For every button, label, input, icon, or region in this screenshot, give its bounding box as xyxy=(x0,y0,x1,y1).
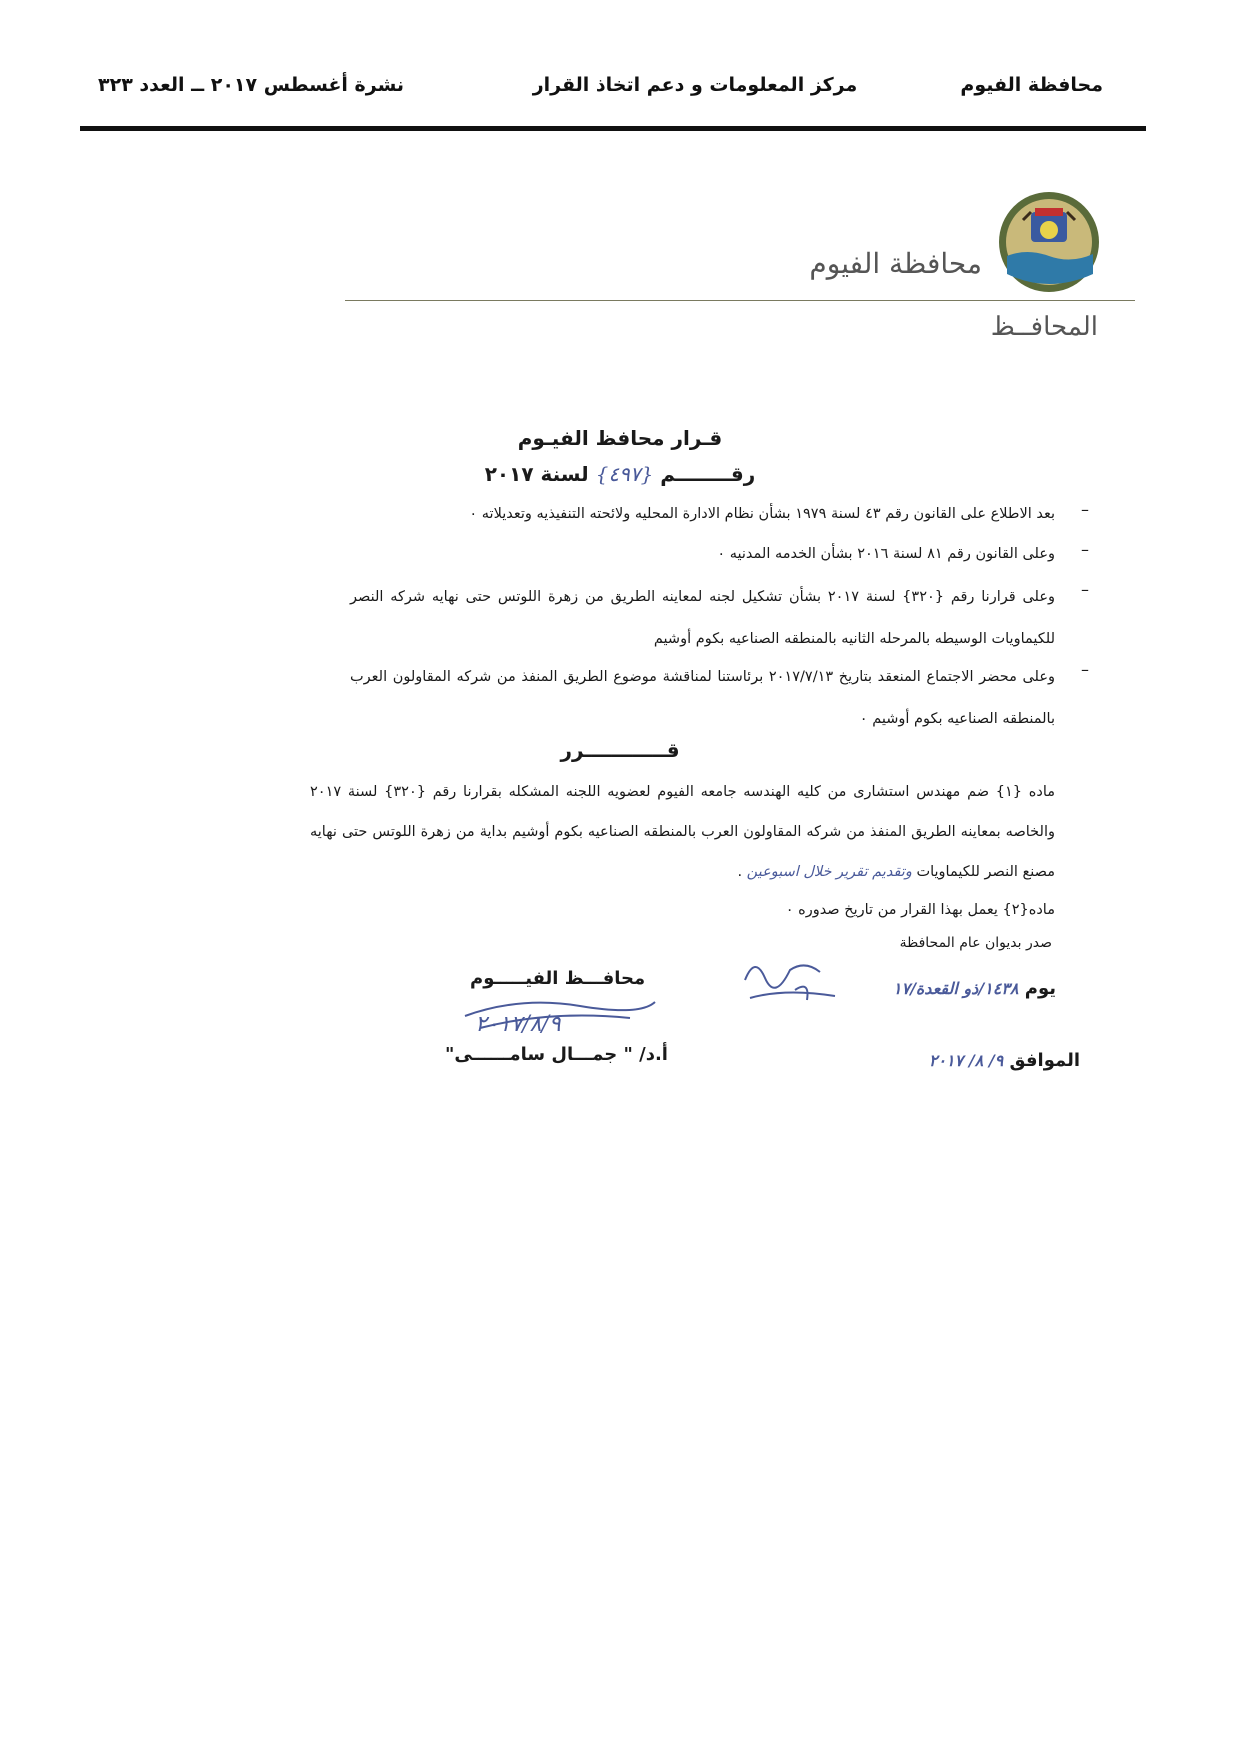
preamble-item: وعلى القانون رقم ٨١ لسنة ٢٠١٦ بشأن الخدمه المدنيه ٠ xyxy=(717,546,1055,562)
hijri-date: ١٤٣٨/ذو القعدة/١٧ xyxy=(892,979,1019,998)
hijri-date-line xyxy=(893,978,1056,999)
signatory-name: أ.د/ " جمـــال سامــــــى" xyxy=(445,1044,668,1065)
header-governorate: محافظة الفيوم xyxy=(960,74,1103,96)
bullet-dash: – xyxy=(1081,660,1089,679)
article-1-text: ماده {١} ضم مهندس استشارى من كليه الهندسه جامعه الفيوم لعضويه اللجنه المشكله بقرارنا رقم {٣٢٠} لسنة ٢٠١٧ والخاصه بمعاينه الطريق المنفذ من شركه المقاولون العرب بالمنطقه الصناعيه بكوم أوشيم بداية من زهرة اللوتس حتى نهايه مصنع النصر للكيماويات xyxy=(310,784,1056,880)
bullet-dash: – xyxy=(1081,580,1089,599)
gregorian-date: ٩/ ٨/ ٢٠١٧ xyxy=(928,1051,1004,1070)
gregorian-label: الموافق xyxy=(1009,1050,1080,1071)
preamble-item: وعلى قرارنا رقم {٣٢٠} لسنة ٢٠١٧ بشأن تشكيل لجنه لمعاينه الطريق من زهرة اللوتس حتى نهايه شركه النصر للكيماويات الوسيطه بالمرحله الثانيه بالمنطقه الصناعيه بكوم أوشيم xyxy=(350,589,1056,647)
initials-scribble-icon xyxy=(735,950,845,1010)
article-2: ماده{٢} يعمل بهذا القرار من تاريخ صدوره ٠ xyxy=(785,902,1055,918)
signature-title: محافـــظ الفيـــــوم xyxy=(470,968,646,989)
decision-number: {٤٩٧} xyxy=(595,462,654,486)
header-center-title: مركز المعلومات و دعم اتخاذ القرار xyxy=(532,74,858,96)
article-1-handwritten-addition: وتقديم تقرير خلال اسبوعين xyxy=(746,864,912,880)
header-divider xyxy=(80,126,1146,131)
issued-at: صدر بديوان عام المحافظة xyxy=(899,935,1052,951)
decision-number-line xyxy=(0,462,1240,486)
preamble-item: وعلى محضر الاجتماع المنعقد بتاريخ ٢٠١٧/٧/١٣ برئاستنا لمناقشة موضوع الطريق المنفذ من شركه المقاولون العرب بالمنطقه الصناعيه بكوم أوشيم ٠ xyxy=(350,669,1055,727)
decision-year: لسنة ٢٠١٧ xyxy=(484,462,589,486)
decision-number-prefix: رقــــــــم xyxy=(660,462,756,486)
letterhead-governorate: محافظة الفيوم xyxy=(809,247,982,280)
decides-heading: قــــــــــــرر xyxy=(560,738,680,762)
hijri-label: يوم xyxy=(1024,978,1056,999)
signature-handwritten-date: ٢٠١٧/٨/٩ xyxy=(475,1012,561,1037)
letterhead-office: المحافــظ xyxy=(990,312,1098,342)
fayoum-emblem-icon xyxy=(997,190,1101,294)
preamble-item: بعد الاطلاع على القانون رقم ٤٣ لسنة ١٩٧٩ بشأن نظام الادارة المحليه ولائحته التنفيذيه وتعديلاته ٠ xyxy=(469,506,1055,522)
article-1: ماده {١} ضم مهندس استشارى من كليه الهندسه جامعه الفيوم لعضويه اللجنه المشكله بقرارنا رقم {٣٢٠} لسنة ٢٠١٧ والخاصه بمعاينه الطريق المنفذ من شركه المقاولون العرب بالمنطقه الصناعيه بكوم أوشيم بداية من زهرة اللوتس حتى نهايه مصنع النصر للكيماويات وتقديم تقرير خلال اسبوعين . xyxy=(310,784,1056,880)
bullet-dash: – xyxy=(1081,500,1089,519)
decision-title: قـرار محافظ الفيـوم xyxy=(517,426,723,450)
header-bulletin-issue: نشرة أغسطس ٢٠١٧ ــ العدد ٣٢٣ xyxy=(98,74,405,96)
bullet-dash: – xyxy=(1081,540,1089,559)
gregorian-date-line xyxy=(929,1050,1080,1071)
letterhead-divider xyxy=(345,300,1135,301)
